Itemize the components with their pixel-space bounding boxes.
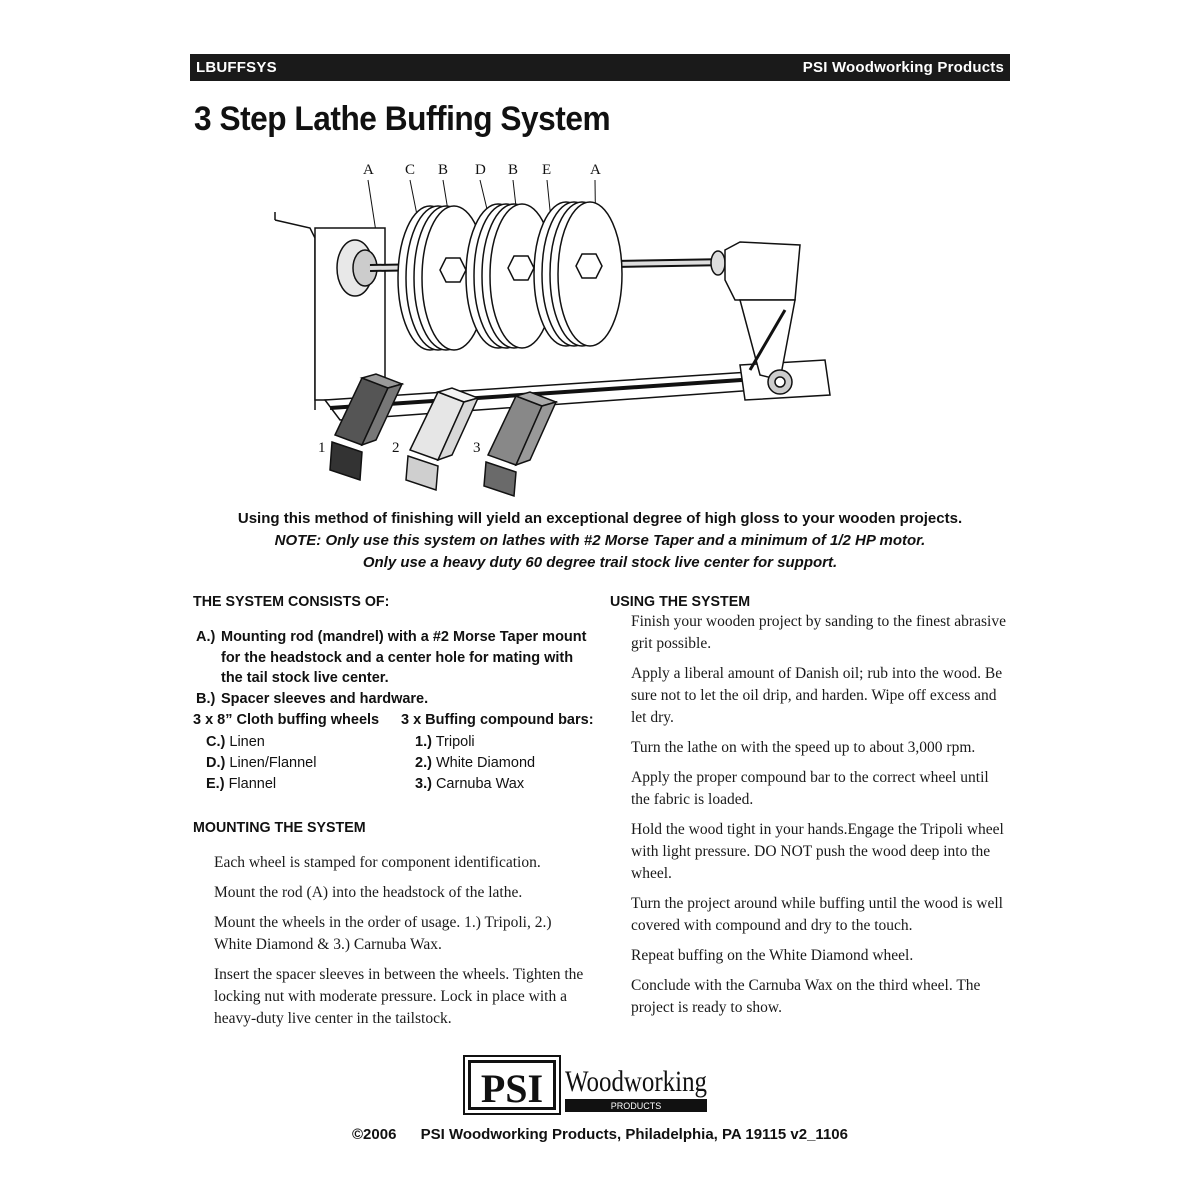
- using-step: Repeat buffing on the White Diamond wheel.: [631, 947, 914, 964]
- intro-note-2: Only use a heavy duty 60 degree trail stock live center for support.: [362, 554, 838, 571]
- page-title: 3 Step Lathe Buffing System: [194, 100, 611, 138]
- using-steps: [631, 611, 1009, 1027]
- intro-block: [190, 508, 1010, 574]
- bar-item: 2.) White Diamond: [415, 755, 536, 771]
- mounting-heading: MOUNTING THE SYSTEM: [193, 819, 366, 836]
- system-item-text: Spacer sleeves and hardware.: [221, 690, 429, 707]
- wheel-item: D.) Linen/Flannel: [206, 755, 317, 771]
- diagram-label-a1: A: [363, 162, 374, 178]
- wheels-list: [193, 710, 379, 795]
- diagram-label-d: D: [475, 162, 486, 178]
- mounting-step: Each wheel is stamped for component identification.: [214, 854, 541, 871]
- using-step: Apply a liberal amount of Danish oil; rub into the wood. Be sure not to let the oil drip, and harden. Wipe off excess and let dry.: [631, 665, 1003, 726]
- system-heading: THE SYSTEM CONSISTS OF:: [193, 593, 390, 610]
- using-step: Hold the wood tight in your hands.Engage the Tripoli wheel with light pressure. DO NOT push the wood deep into the wheel.: [631, 821, 1004, 882]
- buffing-wheel-3: [534, 202, 622, 346]
- system-item-text: Mounting rod (mandrel) with a #2 Morse Taper mount for the headstock and a center hole for mating with the tail stock live center.: [221, 629, 587, 686]
- system-item-a: [196, 627, 596, 689]
- logo-sub: PRODUCTS: [610, 1101, 662, 1111]
- brand-name: PSI Woodworking Products: [802, 59, 1004, 76]
- diagram-label-b2: B: [508, 162, 519, 178]
- mounting-step: Mount the wheels in the order of usage. 1.) Tripoli, 2.) White Diamond & 3.) Carnuba Wax.: [214, 914, 552, 953]
- header-bar: [190, 54, 1010, 81]
- system-item-key: B.): [196, 690, 216, 707]
- using-heading: USING THE SYSTEM: [610, 593, 751, 610]
- using-step: Turn the lathe on with the speed up to about 3,000 rpm.: [631, 739, 976, 756]
- intro-text: Using this method of finishing will yield an exceptional degree of high gloss to your wooden projects.: [237, 510, 963, 527]
- footer: [190, 1126, 1010, 1143]
- bars-heading: 3 x Buffing compound bars:: [401, 712, 594, 728]
- mounting-step: Insert the spacer sleeves in between the wheels. Tighten the locking nut with moderate pressure. Lock in place with a heavy-duty live center in the tailstock.: [214, 966, 584, 1027]
- product-code: LBUFFSYS: [196, 59, 277, 76]
- psi-logo: [463, 1055, 713, 1117]
- using-step: Turn the project around while buffing until the wood is well covered with compound and dry to the touch.: [631, 895, 1003, 934]
- system-item-b: [196, 689, 596, 710]
- logo-mark: PSI: [480, 1066, 544, 1111]
- intro-note-1: NOTE: Only use this system on lathes with #2 Morse Taper and a minimum of 1/2 HP motor.: [274, 532, 926, 549]
- logo-word: Woodworking: [565, 1065, 707, 1098]
- lathe-diagram: [270, 150, 890, 510]
- bar-item: 1.) Tripoli: [415, 734, 475, 750]
- using-step: Conclude with the Carnuba Wax on the third wheel. The project is ready to show.: [631, 977, 981, 1016]
- using-step: Apply the proper compound bar to the correct wheel until the fabric is loaded.: [631, 769, 989, 808]
- mounting-steps: [214, 852, 589, 1038]
- wheel-item: C.) Linen: [206, 734, 265, 750]
- wheel-item: E.) Flannel: [206, 776, 277, 792]
- wheels-heading: 3 x 8” Cloth buffing wheels: [193, 712, 380, 728]
- diagram-label-b1: B: [438, 162, 449, 178]
- mounting-step: Mount the rod (A) into the headstock of the lathe.: [214, 884, 523, 901]
- footer-text: PSI Woodworking Products, Philadelphia, PA 19115 v2_1106: [420, 1126, 848, 1143]
- bar-label-2: 2: [392, 440, 400, 456]
- bar-label-1: 1: [318, 440, 326, 456]
- using-step: Finish your wooden project by sanding to the finest abrasive grit possible.: [631, 613, 1006, 652]
- system-item-key: A.): [196, 629, 216, 645]
- diagram-label-a2: A: [590, 162, 601, 178]
- lathe-bed: [325, 360, 830, 420]
- diagram-label-c: C: [405, 162, 416, 178]
- bar-label-3: 3: [473, 440, 481, 456]
- bars-list: [401, 710, 594, 795]
- system-items: [196, 627, 596, 709]
- diagram-label-e: E: [542, 162, 552, 178]
- bar-item: 3.) Carnuba Wax: [415, 776, 525, 792]
- copyright: ©2006: [352, 1126, 397, 1143]
